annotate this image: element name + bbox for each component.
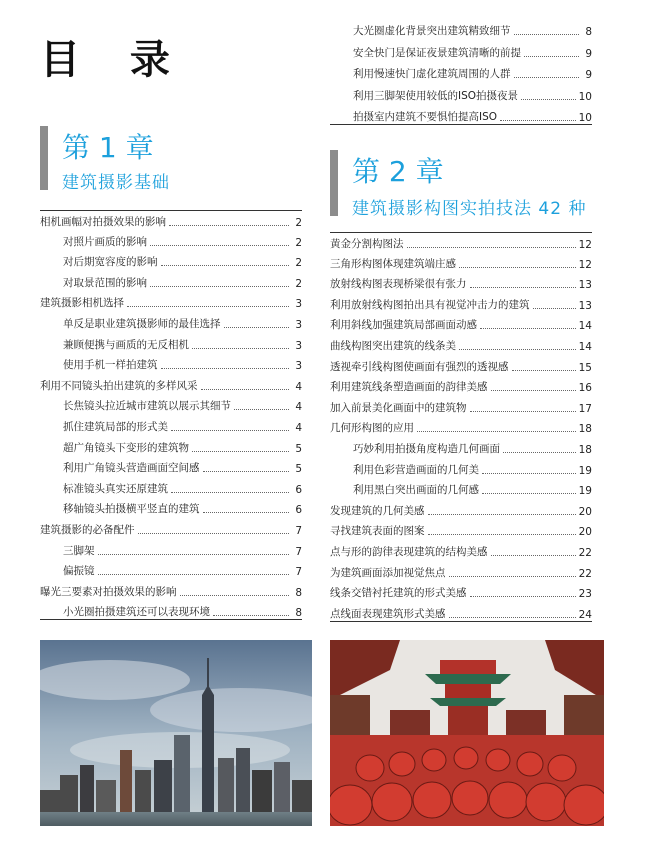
- toc-entry-title: 拍摄室内建筑不要惧怕提高ISO: [353, 111, 498, 123]
- toc-entry-title: 黄金分割构图法: [330, 238, 404, 250]
- toc-entry[interactable]: [330, 106, 592, 125]
- toc-entry-title: 曝光三要素对拍摄效果的影响: [40, 585, 177, 598]
- toc-entry[interactable]: [330, 520, 592, 538]
- dot-leader: [150, 286, 289, 287]
- toc-entry-page: 24: [578, 608, 592, 621]
- toc-entry[interactable]: [330, 42, 592, 60]
- toc-entry[interactable]: [330, 232, 592, 251]
- toc-entry-title: 超广角镜头下变形的建筑物: [63, 441, 189, 454]
- chapter-1-label: 第 1 章: [62, 131, 154, 164]
- toc-entry-page: 23: [578, 588, 592, 601]
- toc-entry-title: 三角形构图体现建筑端庄感: [330, 257, 456, 270]
- dot-leader: [234, 409, 289, 410]
- toc-entry-page: 5: [295, 463, 302, 476]
- toc-entry-title: 透视牵引线构图使画面有强烈的透视感: [330, 360, 509, 373]
- toc-entry[interactable]: [40, 354, 302, 372]
- dot-leader: [201, 389, 290, 390]
- toc-entry-title: 标准镜头真实还原建筑: [63, 482, 168, 495]
- toc-entry-page: 6: [295, 504, 302, 517]
- toc-entry-title: 放射线构图表现桥梁很有张力: [330, 278, 467, 291]
- toc-entry-title: 几何形构图的应用: [330, 422, 414, 435]
- toc-entry-page: 9: [585, 47, 592, 60]
- toc-entry-page: 15: [578, 361, 592, 374]
- dot-leader: [449, 576, 576, 577]
- toc-entry[interactable]: [330, 582, 592, 600]
- toc-entry-page: 22: [578, 547, 592, 559]
- dot-leader: [500, 120, 576, 121]
- toc-entry-page: 20: [578, 526, 592, 539]
- toc-entry-title: 建筑摄影相机选择: [40, 297, 124, 310]
- dot-leader: [482, 493, 576, 494]
- chapter-2-label: 第 2 章: [352, 155, 444, 188]
- toc-entry[interactable]: [330, 356, 592, 374]
- chapter-2-subtitle: 建筑摄影构图实拍技法 42 种: [352, 199, 587, 219]
- toc-entry-title: 安全快门是保证夜景建筑清晰的前提: [353, 46, 521, 59]
- toc-entry-page: 8: [295, 607, 302, 620]
- toc-entry[interactable]: [330, 273, 592, 291]
- toc-entry-page: 14: [578, 341, 592, 353]
- dot-leader: [192, 348, 289, 349]
- dot-leader: [161, 265, 290, 266]
- toc-entry-page: 18: [578, 444, 592, 456]
- dot-leader: [459, 267, 576, 268]
- toc-entry-page: 19: [578, 485, 592, 498]
- toc-entry-title: 利用三脚架使用较低的ISO拍摄夜景: [353, 89, 519, 102]
- dot-leader: [428, 534, 576, 535]
- toc-entry[interactable]: [330, 376, 592, 394]
- dot-leader: [98, 574, 290, 575]
- toc-entry-title: 点与形的韵律表现建筑的结构美感: [330, 546, 488, 558]
- toc-entry-title: 抓住建筑局部的形式美: [63, 421, 168, 433]
- toc-entry-page: 8: [585, 26, 592, 38]
- toc-entry-page: 17: [578, 402, 592, 415]
- toc-entry[interactable]: [330, 314, 592, 332]
- toc-entry-page: 2: [295, 217, 302, 229]
- toc-entry-title: 利用慢速快门虚化建筑周围的人群: [353, 68, 511, 80]
- toc-entry[interactable]: [40, 416, 302, 434]
- dot-leader: [503, 452, 576, 453]
- toc-entry[interactable]: [40, 540, 302, 558]
- dot-leader: [161, 368, 290, 369]
- toc-entry-page: 20: [578, 505, 592, 518]
- toc-entry-page: 7: [295, 545, 302, 558]
- toc-entry-page: 12: [578, 258, 592, 271]
- toc-entry-page: 2: [295, 236, 302, 249]
- toc-entry-title: 巧妙利用拍摄角度构造几何画面: [353, 443, 500, 455]
- toc-entry-title: 三脚架: [63, 544, 95, 557]
- toc-entry-page: 4: [295, 380, 302, 393]
- dot-leader: [428, 514, 576, 515]
- dot-leader: [524, 56, 579, 57]
- toc-entry-page: 2: [295, 257, 302, 270]
- toc-entry-page: 3: [295, 298, 302, 311]
- toc-entry[interactable]: [330, 397, 592, 415]
- toc-entry-title: 建筑摄影的必备配件: [40, 524, 135, 536]
- toc-entry-page: 18: [578, 423, 592, 436]
- toc-entry-title: 曲线构图突出建筑的线条美: [330, 340, 456, 352]
- dot-leader: [224, 327, 290, 328]
- toc-entry[interactable]: [40, 272, 302, 290]
- toc-entry-page: 7: [295, 566, 302, 579]
- dot-leader: [213, 615, 289, 616]
- chapter-bar: [40, 126, 48, 190]
- dot-leader: [98, 554, 290, 555]
- toc-entry-title: 使用手机一样拍建筑: [63, 359, 158, 372]
- toc-entry-title: 发现建筑的几何美感: [330, 504, 425, 517]
- page-title: 目 录: [40, 36, 188, 83]
- toc-entry-page: 10: [578, 90, 592, 103]
- toc-entry[interactable]: [330, 459, 592, 477]
- toc-entry-page: 2: [295, 277, 302, 290]
- toc-entry-title: 长焦镜头拉近城市建筑以展示其细节: [63, 400, 231, 413]
- toc-entry[interactable]: [330, 253, 592, 271]
- toc-entry[interactable]: [40, 231, 302, 249]
- toc-entry-page: 13: [578, 279, 592, 292]
- toc-entry[interactable]: [330, 541, 592, 559]
- dot-leader: [480, 328, 576, 329]
- toc-entry-page: 9: [585, 69, 592, 81]
- toc-entry[interactable]: [330, 438, 592, 456]
- chapter-2-header: [330, 150, 610, 219]
- chapter-bar: [330, 150, 338, 216]
- toc-entry-title: 加入前景美化画面中的建筑物: [330, 401, 467, 414]
- toc-entry-title: 小光圈拍摄建筑还可以表现环境: [63, 606, 210, 619]
- toc-entry[interactable]: [330, 603, 592, 622]
- dot-leader: [203, 471, 290, 472]
- toc-entry-title: 利用不同镜头拍出建筑的多样风采: [40, 379, 198, 392]
- toc-entry[interactable]: [330, 562, 592, 580]
- toc-chapter-2-list: [330, 232, 592, 632]
- dot-leader: [491, 555, 576, 556]
- toc-entry-title: 为建筑画面添加视觉焦点: [330, 566, 446, 579]
- dot-leader: [192, 451, 289, 452]
- toc-entry[interactable]: [40, 519, 302, 537]
- dot-leader: [169, 225, 289, 226]
- dot-leader: [482, 473, 576, 474]
- dot-leader: [407, 247, 576, 248]
- toc-entry-page: 3: [295, 319, 302, 331]
- toc-entry[interactable]: [40, 313, 302, 331]
- toc-entry[interactable]: [40, 292, 302, 310]
- dot-leader: [521, 99, 576, 100]
- toc-entry-page: 3: [295, 339, 302, 352]
- toc-entry[interactable]: [330, 417, 592, 435]
- toc-entry[interactable]: [40, 210, 302, 229]
- toc-entry-title: 寻找建筑表面的图案: [330, 525, 425, 538]
- dot-leader: [470, 411, 576, 412]
- toc-entry[interactable]: [330, 20, 592, 38]
- toc-entry-title: 利用放射线构图拍出具有视觉冲击力的建筑: [330, 298, 530, 311]
- toc-entry[interactable]: [330, 500, 592, 518]
- toc-entry-title: 利用黑白突出画面的几何感: [353, 484, 479, 497]
- dot-leader: [514, 77, 580, 78]
- toc-entry-page: 7: [295, 525, 302, 537]
- chapter-1-header: [40, 126, 260, 193]
- toc-entry[interactable]: [40, 375, 302, 393]
- dot-leader: [512, 370, 576, 371]
- toc-entry[interactable]: [330, 294, 592, 312]
- toc-entry-title: 单反是职业建筑摄影师的最佳选择: [63, 318, 221, 330]
- toc-entry[interactable]: [40, 395, 302, 413]
- toc-entry[interactable]: [40, 560, 302, 578]
- dot-leader: [180, 595, 290, 596]
- toc-entry-page: 5: [295, 442, 302, 455]
- dot-leader: [533, 308, 576, 309]
- toc-entry-title: 大光圈虚化背景突出建筑精致细节: [353, 25, 511, 37]
- toc-entry-title: 兼顾便携与画质的无反相机: [63, 338, 189, 351]
- toc-entry[interactable]: [40, 334, 302, 352]
- dot-leader: [171, 430, 289, 431]
- toc-entry-page: 14: [578, 320, 592, 333]
- toc-entry-page: 4: [295, 401, 302, 414]
- toc-entry-page: 12: [578, 239, 592, 251]
- toc-entry-title: 利用斜线加强建筑局部画面动感: [330, 319, 477, 332]
- toc-entry[interactable]: [40, 457, 302, 475]
- toc-entry-page: 3: [295, 360, 302, 373]
- toc-entry-title: 对后期宽容度的影响: [63, 256, 158, 269]
- toc-entry-page: 6: [295, 483, 302, 496]
- toc-entry[interactable]: [40, 251, 302, 269]
- dot-leader: [127, 306, 289, 307]
- toc-entry-title: 相机画幅对拍摄效果的影响: [40, 216, 166, 228]
- toc-entry-title: 移轴镜头拍摄横平竖直的建筑: [63, 503, 200, 516]
- dot-leader: [138, 533, 290, 534]
- toc-entry-page: 16: [578, 382, 592, 395]
- dot-leader: [449, 617, 576, 618]
- toc-entry-title: 偏振镜: [63, 565, 95, 578]
- dot-leader: [459, 349, 576, 350]
- dot-leader: [470, 596, 576, 597]
- toc-entry-title: 线条交错衬托建筑的形式美感: [330, 587, 467, 600]
- dot-leader: [470, 287, 576, 288]
- dot-leader: [171, 492, 289, 493]
- toc-entry-title: 对照片画质的影响: [63, 235, 147, 248]
- toc-entry-page: 10: [578, 112, 592, 124]
- toc-entry[interactable]: [330, 335, 592, 353]
- toc-entry-title: 点线面表现建筑形式美感: [330, 607, 446, 620]
- toc-entry[interactable]: [40, 601, 302, 620]
- toc-chapter-1-list: [40, 210, 302, 630]
- toc-entry[interactable]: [40, 498, 302, 516]
- dot-leader: [417, 431, 576, 432]
- toc-entry-title: 对取景范围的影响: [63, 276, 147, 289]
- toc-entry-title: 利用广角镜头营造画面空间感: [63, 462, 200, 475]
- dot-leader: [491, 390, 576, 391]
- city-skyline-photo: [40, 640, 312, 826]
- temple-lanterns-photo: [330, 640, 604, 826]
- toc-entry-page: 4: [295, 422, 302, 434]
- toc-entry[interactable]: [40, 437, 302, 455]
- toc-entry[interactable]: [40, 478, 302, 496]
- toc-entry[interactable]: [330, 85, 592, 103]
- toc-entry-page: 22: [578, 567, 592, 580]
- toc-entry[interactable]: [40, 581, 302, 599]
- toc-entry-page: 13: [578, 299, 592, 312]
- toc-entry-title: 利用色彩营造画面的几何美: [353, 463, 479, 476]
- toc-entry-title: 利用建筑线条塑造画面的韵律美感: [330, 381, 488, 394]
- dot-leader: [514, 34, 580, 35]
- toc-entry[interactable]: [330, 63, 592, 81]
- toc-entry-page: 19: [578, 464, 592, 477]
- dot-leader: [150, 245, 289, 246]
- toc-continued-list: [330, 20, 592, 130]
- dot-leader: [203, 512, 290, 513]
- toc-entry[interactable]: [330, 479, 592, 497]
- chapter-1-subtitle: 建筑摄影基础: [62, 173, 170, 193]
- toc-entry-page: 8: [295, 586, 302, 599]
